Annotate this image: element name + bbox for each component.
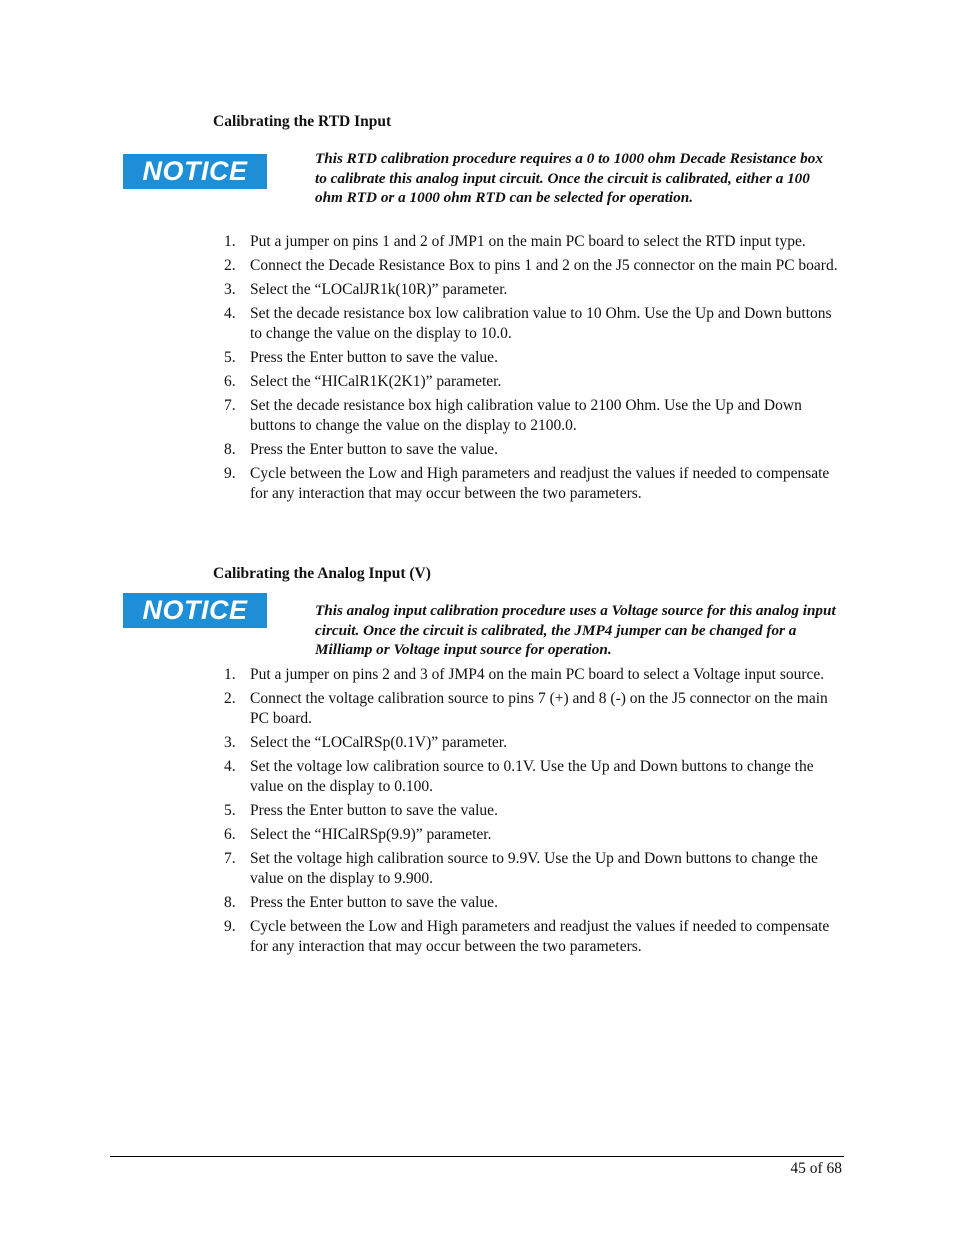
list-item bbox=[224, 665, 840, 685]
step-text: Connect the voltage calibration source to pins 7 (+) and 8 (-) on the J5 connector on the main PC board. bbox=[250, 690, 828, 727]
notice-text-rtd: This RTD calibration procedure requires a 0 to 1000 ohm Decade Resistance box to calibrate this analog input circuit. Once the circuit is calibrated, either a 100 ohm RTD or a 1000 ohm RTD can be selected for operation. bbox=[315, 150, 823, 207]
step-number: 7. bbox=[224, 849, 236, 867]
step-number: 6. bbox=[224, 373, 236, 391]
section-heading-rtd: Calibrating the RTD Input bbox=[213, 113, 392, 130]
step-number: 3. bbox=[224, 281, 236, 299]
list-item bbox=[224, 464, 840, 503]
steps-list-analog-v bbox=[224, 665, 840, 961]
step-number: 7. bbox=[224, 397, 236, 415]
list-item bbox=[224, 733, 840, 753]
list-item bbox=[224, 348, 840, 368]
list-item bbox=[224, 917, 840, 956]
step-number: 5. bbox=[224, 801, 236, 819]
step-text: Set the voltage low calibration source to 0.1V. Use the Up and Down buttons to change the value on the display to 0.100. bbox=[250, 757, 814, 795]
step-number: 4. bbox=[224, 757, 236, 775]
step-text: Put a jumper on pins 1 and 2 of JMP1 on the main PC board to select the RTD input type. bbox=[250, 233, 806, 250]
list-item bbox=[224, 304, 840, 343]
step-text: Select the “LOCalJR1k(10R)” parameter. bbox=[250, 281, 508, 299]
step-text: Set the decade resistance box low calibration value to 10 Ohm. Use the Up and Down buttons to change the value on the display to 10.0. bbox=[250, 305, 832, 342]
step-text: Put a jumper on pins 2 and 3 of JMP4 on the main PC board to select a Voltage input source. bbox=[250, 666, 825, 683]
step-number: 9. bbox=[224, 465, 236, 483]
list-item bbox=[224, 280, 840, 300]
step-number: 1. bbox=[224, 666, 236, 683]
list-item bbox=[224, 372, 840, 392]
step-text: Press the Enter button to save the value. bbox=[250, 441, 498, 459]
step-text: Press the Enter button to save the value. bbox=[250, 893, 498, 911]
step-text: Set the voltage high calibration source to 9.9V. Use the Up and Down buttons to change the value on the display to 9.900. bbox=[250, 849, 818, 887]
list-item bbox=[224, 801, 840, 821]
step-number: 3. bbox=[224, 733, 236, 751]
notice-badge-analog-v: NOTICE bbox=[123, 593, 267, 628]
list-item bbox=[224, 232, 840, 252]
step-text: Select the “HICalRSp(9.9)” parameter. bbox=[250, 825, 492, 843]
section-heading-analog-v: Calibrating the Analog Input (V) bbox=[213, 565, 431, 582]
step-number: 1. bbox=[224, 233, 236, 250]
step-number: 4. bbox=[224, 305, 236, 323]
step-text: Connect the Decade Resistance Box to pins 1 and 2 on the J5 connector on the main PC board. bbox=[250, 257, 838, 275]
list-item bbox=[224, 396, 840, 435]
step-number: 5. bbox=[224, 349, 236, 367]
page-number: 45 of 68 bbox=[790, 1160, 842, 1177]
step-number: 2. bbox=[224, 257, 236, 275]
step-text: Select the “LOCalRSp(0.1V)” parameter. bbox=[250, 733, 507, 751]
step-text: Set the decade resistance box high calibration value to 2100 Ohm. Use the Up and Down buttons to change the value on the display to 2100.0. bbox=[250, 397, 802, 434]
list-item bbox=[224, 689, 840, 728]
step-text: Press the Enter button to save the value. bbox=[250, 801, 498, 819]
step-text: Cycle between the Low and High parameters and readjust the values if needed to compensate for any interaction that may occur between the two parameters. bbox=[250, 465, 830, 502]
step-number: 9. bbox=[224, 917, 236, 935]
list-item bbox=[224, 440, 840, 460]
step-number: 2. bbox=[224, 690, 236, 708]
notice-text-analog-v: This analog input calibration procedure uses a Voltage source for this analog input circuit. Once the circuit is calibrated, the JMP4 jumper can be changed for a Milliamp or Voltage input source for operation. bbox=[315, 602, 836, 659]
list-item bbox=[224, 849, 840, 888]
step-number: 8. bbox=[224, 441, 236, 459]
step-number: 6. bbox=[224, 825, 236, 843]
list-item bbox=[224, 893, 840, 913]
notice-badge-rtd: NOTICE bbox=[123, 154, 267, 189]
step-text: Cycle between the Low and High parameters and readjust the values if needed to compensate for any interaction that may occur between the two parameters. bbox=[250, 917, 830, 955]
list-item bbox=[224, 256, 840, 276]
step-text: Select the “HICalR1K(2K1)” parameter. bbox=[250, 373, 502, 391]
step-number: 8. bbox=[224, 893, 236, 911]
list-item bbox=[224, 825, 840, 845]
steps-list-rtd bbox=[224, 232, 840, 508]
footer-divider bbox=[110, 1156, 844, 1157]
list-item bbox=[224, 757, 840, 796]
step-text: Press the Enter button to save the value. bbox=[250, 349, 498, 367]
